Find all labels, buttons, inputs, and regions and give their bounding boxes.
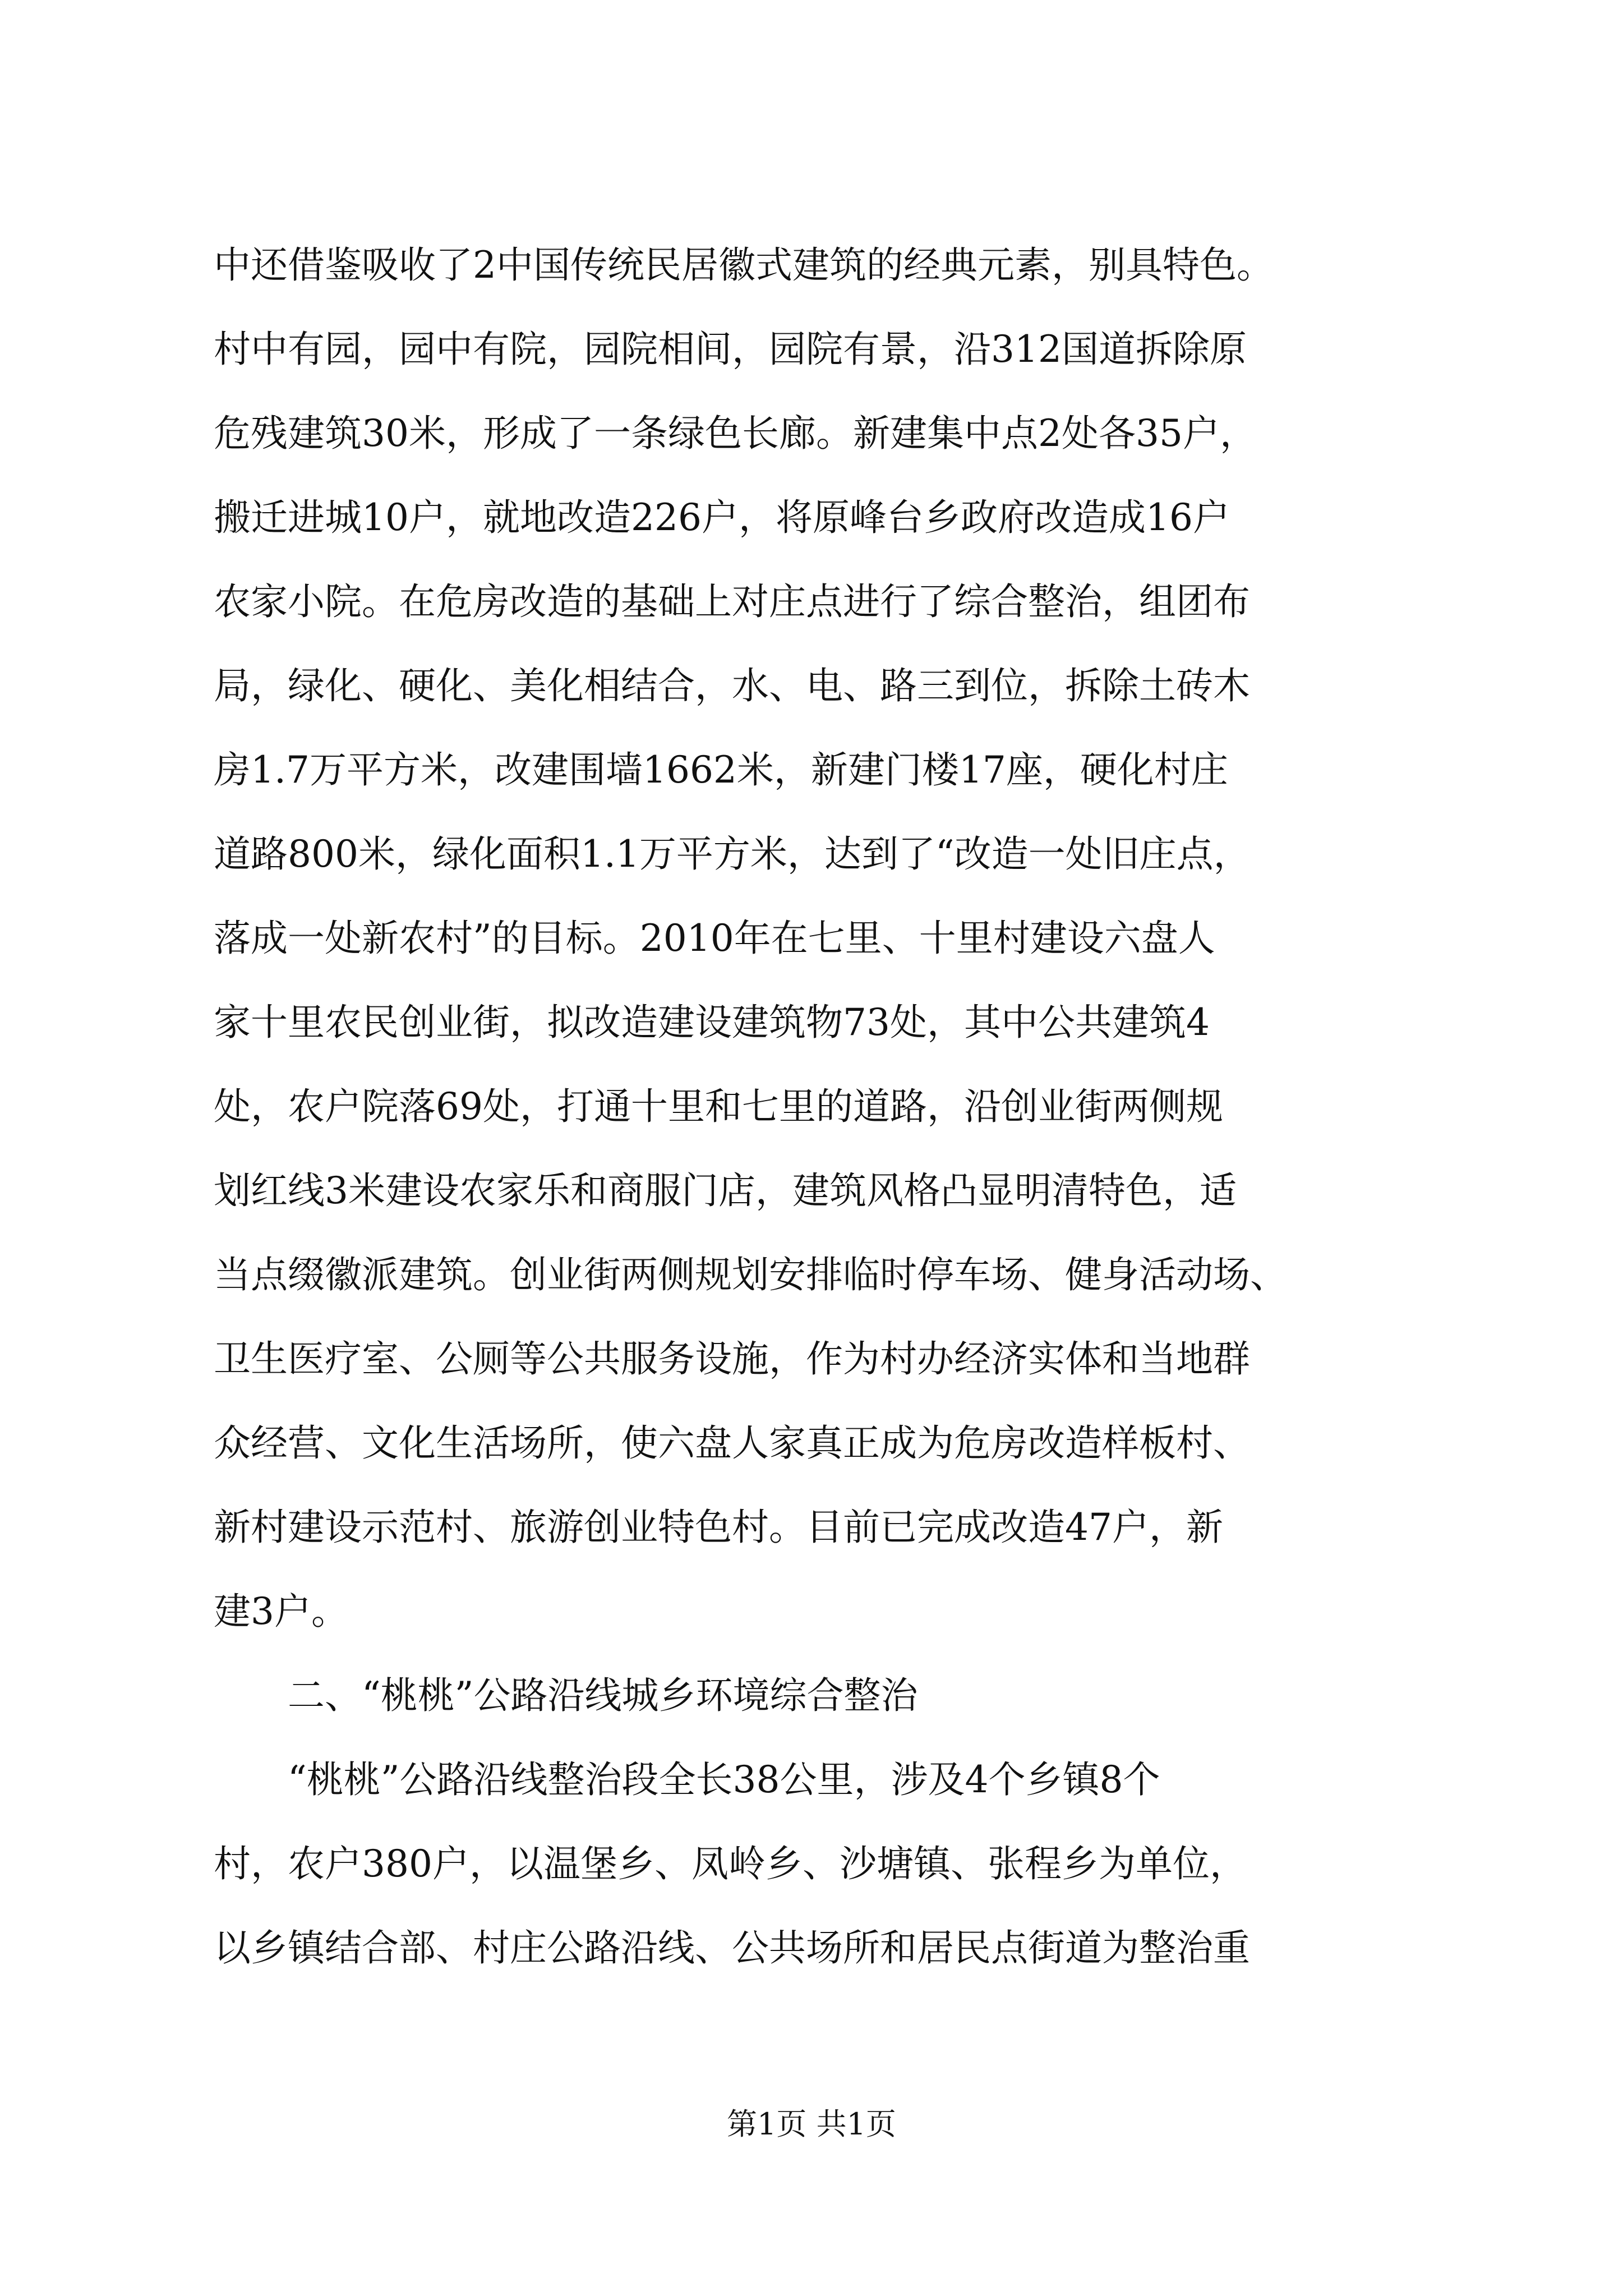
- document-body: [214, 223, 1447, 1990]
- paragraph-line: 当点缀徽派建筑。创业街两侧规划安排临时停车场、健身活动场、: [214, 1253, 1287, 1296]
- paragraph-line: 农家小院。在危房改造的基础上对庄点进行了综合整治，组团布: [214, 580, 1250, 623]
- paragraph-line: 卫生医疗室、公厕等公共服务设施，作为村办经济实体和当地群: [214, 1337, 1250, 1381]
- section-heading: 二、“桃桃”公路沿线城乡环境综合整治: [288, 1674, 918, 1717]
- paragraph-line: 村中有园，园中有院，园院相间，园院有景，沿312国道拆除原: [214, 328, 1247, 371]
- paragraph-line: 局，绿化、硬化、美化相结合，水、电、路三到位，拆除土砖木: [214, 664, 1250, 707]
- page-footer: [0, 2105, 1623, 2144]
- paragraph-line: 房1.7万平方米，改建围墙1662米，新建门楼17座，硬化村庄: [214, 748, 1228, 792]
- paragraph-line: 搬迁进城10户，就地改造226户，将原峰台乡政府改造成16户: [214, 496, 1230, 539]
- paragraph-line: 道路800米，绿化面积1.1万平方米，达到了“改造一处旧庄点，: [214, 832, 1251, 876]
- paragraph-line: 家十里农民创业街，拟改造建设建筑物73处，其中公共建筑4: [214, 1001, 1210, 1044]
- paragraph-line: 新村建设示范村、旅游创业特色村。目前已完成改造47户，新: [214, 1506, 1223, 1549]
- paragraph-line: 划红线3米建设农家乐和商服门店，建筑风格凸显明清特色，适: [214, 1169, 1237, 1212]
- paragraph-line: 众经营、文化生活场所，使六盘人家真正成为危房改造样板村、: [214, 1421, 1250, 1465]
- page-number: 第1页 共1页: [727, 2106, 896, 2142]
- paragraph-line: 村，农户380户，以温堡乡、凤岭乡、沙塘镇、张程乡为单位，: [214, 1842, 1247, 1885]
- paragraph-line: 处，农户院落69处，打通十里和七里的道路，沿创业街两侧规: [214, 1085, 1223, 1128]
- paragraph-line: 以乡镇结合部、村庄公路沿线、公共场所和居民点街道为整治重: [214, 1926, 1250, 1970]
- paragraph-line: “桃桃”公路沿线整治段全长38公里，涉及4个乡镇8个: [288, 1758, 1160, 1801]
- paragraph-line: 落成一处新农村”的目标。2010年在七里、十里村建设六盘人: [214, 917, 1215, 960]
- paragraph-line: 中还借鉴吸收了2中国传统民居徽式建筑的经典元素，别具特色。: [214, 243, 1274, 287]
- paragraph-line: 危残建筑30米，形成了一条绿色长廊。新建集中点2处各35户，: [214, 412, 1257, 455]
- paragraph-line: 建3户。: [214, 1590, 348, 1633]
